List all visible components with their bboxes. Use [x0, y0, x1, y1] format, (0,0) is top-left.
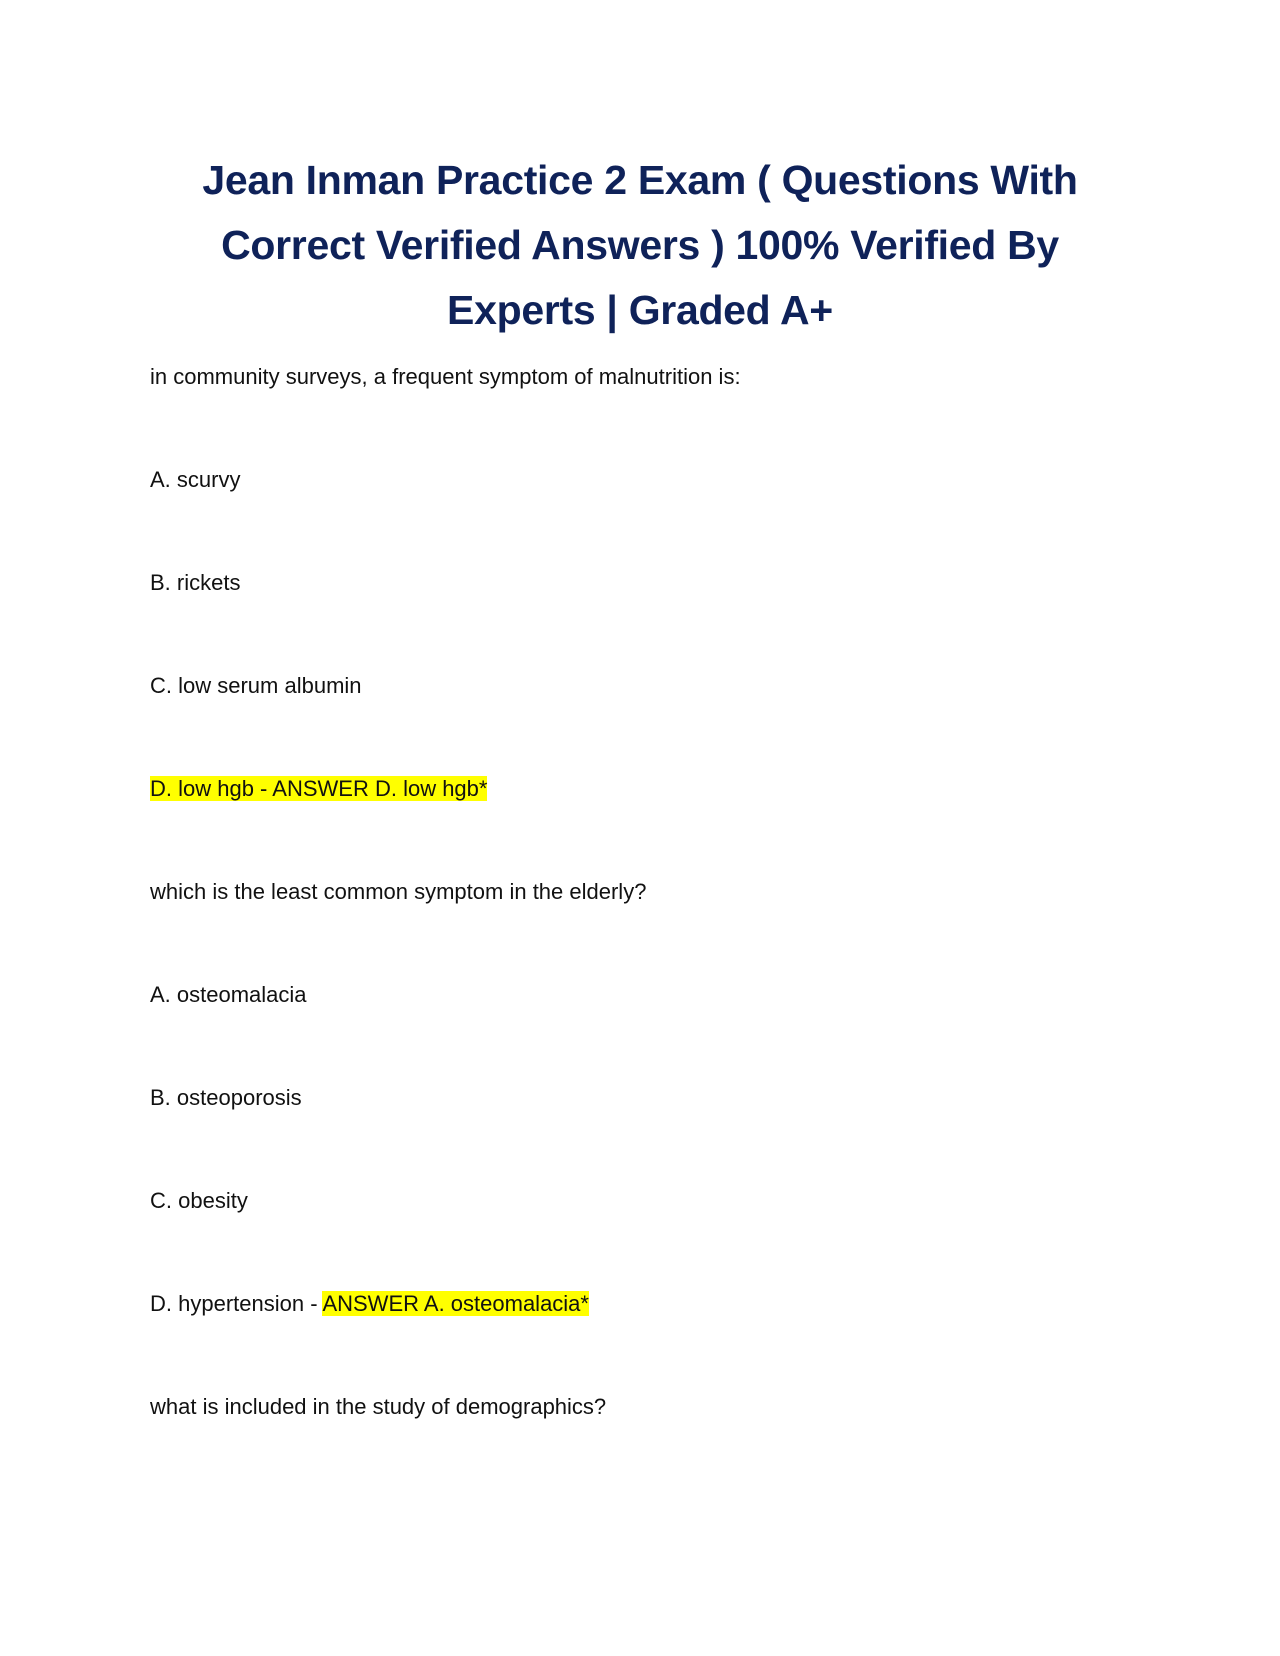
q3-question: what is included in the study of demographics?	[150, 1394, 607, 1419]
q1-option-d-answer	[150, 775, 487, 803]
q2-option-a: A. osteomalacia	[150, 982, 307, 1007]
title-line-2: Correct Verified Answers ) 100% Verified By	[221, 222, 1059, 268]
q2-question: which is the least common symptom in the elderly?	[150, 879, 647, 904]
q1-question: in community surveys, a frequent symptom of malnutrition is:	[150, 364, 741, 389]
document-title	[150, 148, 1130, 343]
q2-answer-highlight: ANSWER A. osteomalacia*	[322, 1291, 589, 1316]
q2-option-d-text: D. hypertension -	[150, 1291, 323, 1316]
q2-option-c: C. obesity	[150, 1188, 248, 1213]
q1-answer-highlight: D. low hgb - ANSWER D. low hgb*	[150, 776, 488, 801]
q2-option-b: B. osteoporosis	[150, 1085, 302, 1110]
q1-option-a: A. scurvy	[150, 467, 241, 492]
q1-option-c: C. low serum albumin	[150, 673, 362, 698]
title-line-1: Jean Inman Practice 2 Exam ( Questions With	[202, 157, 1078, 203]
title-line-3: Experts | Graded A+	[447, 287, 833, 333]
q2-option-d	[150, 1290, 589, 1318]
q1-option-b: B. rickets	[150, 570, 241, 595]
